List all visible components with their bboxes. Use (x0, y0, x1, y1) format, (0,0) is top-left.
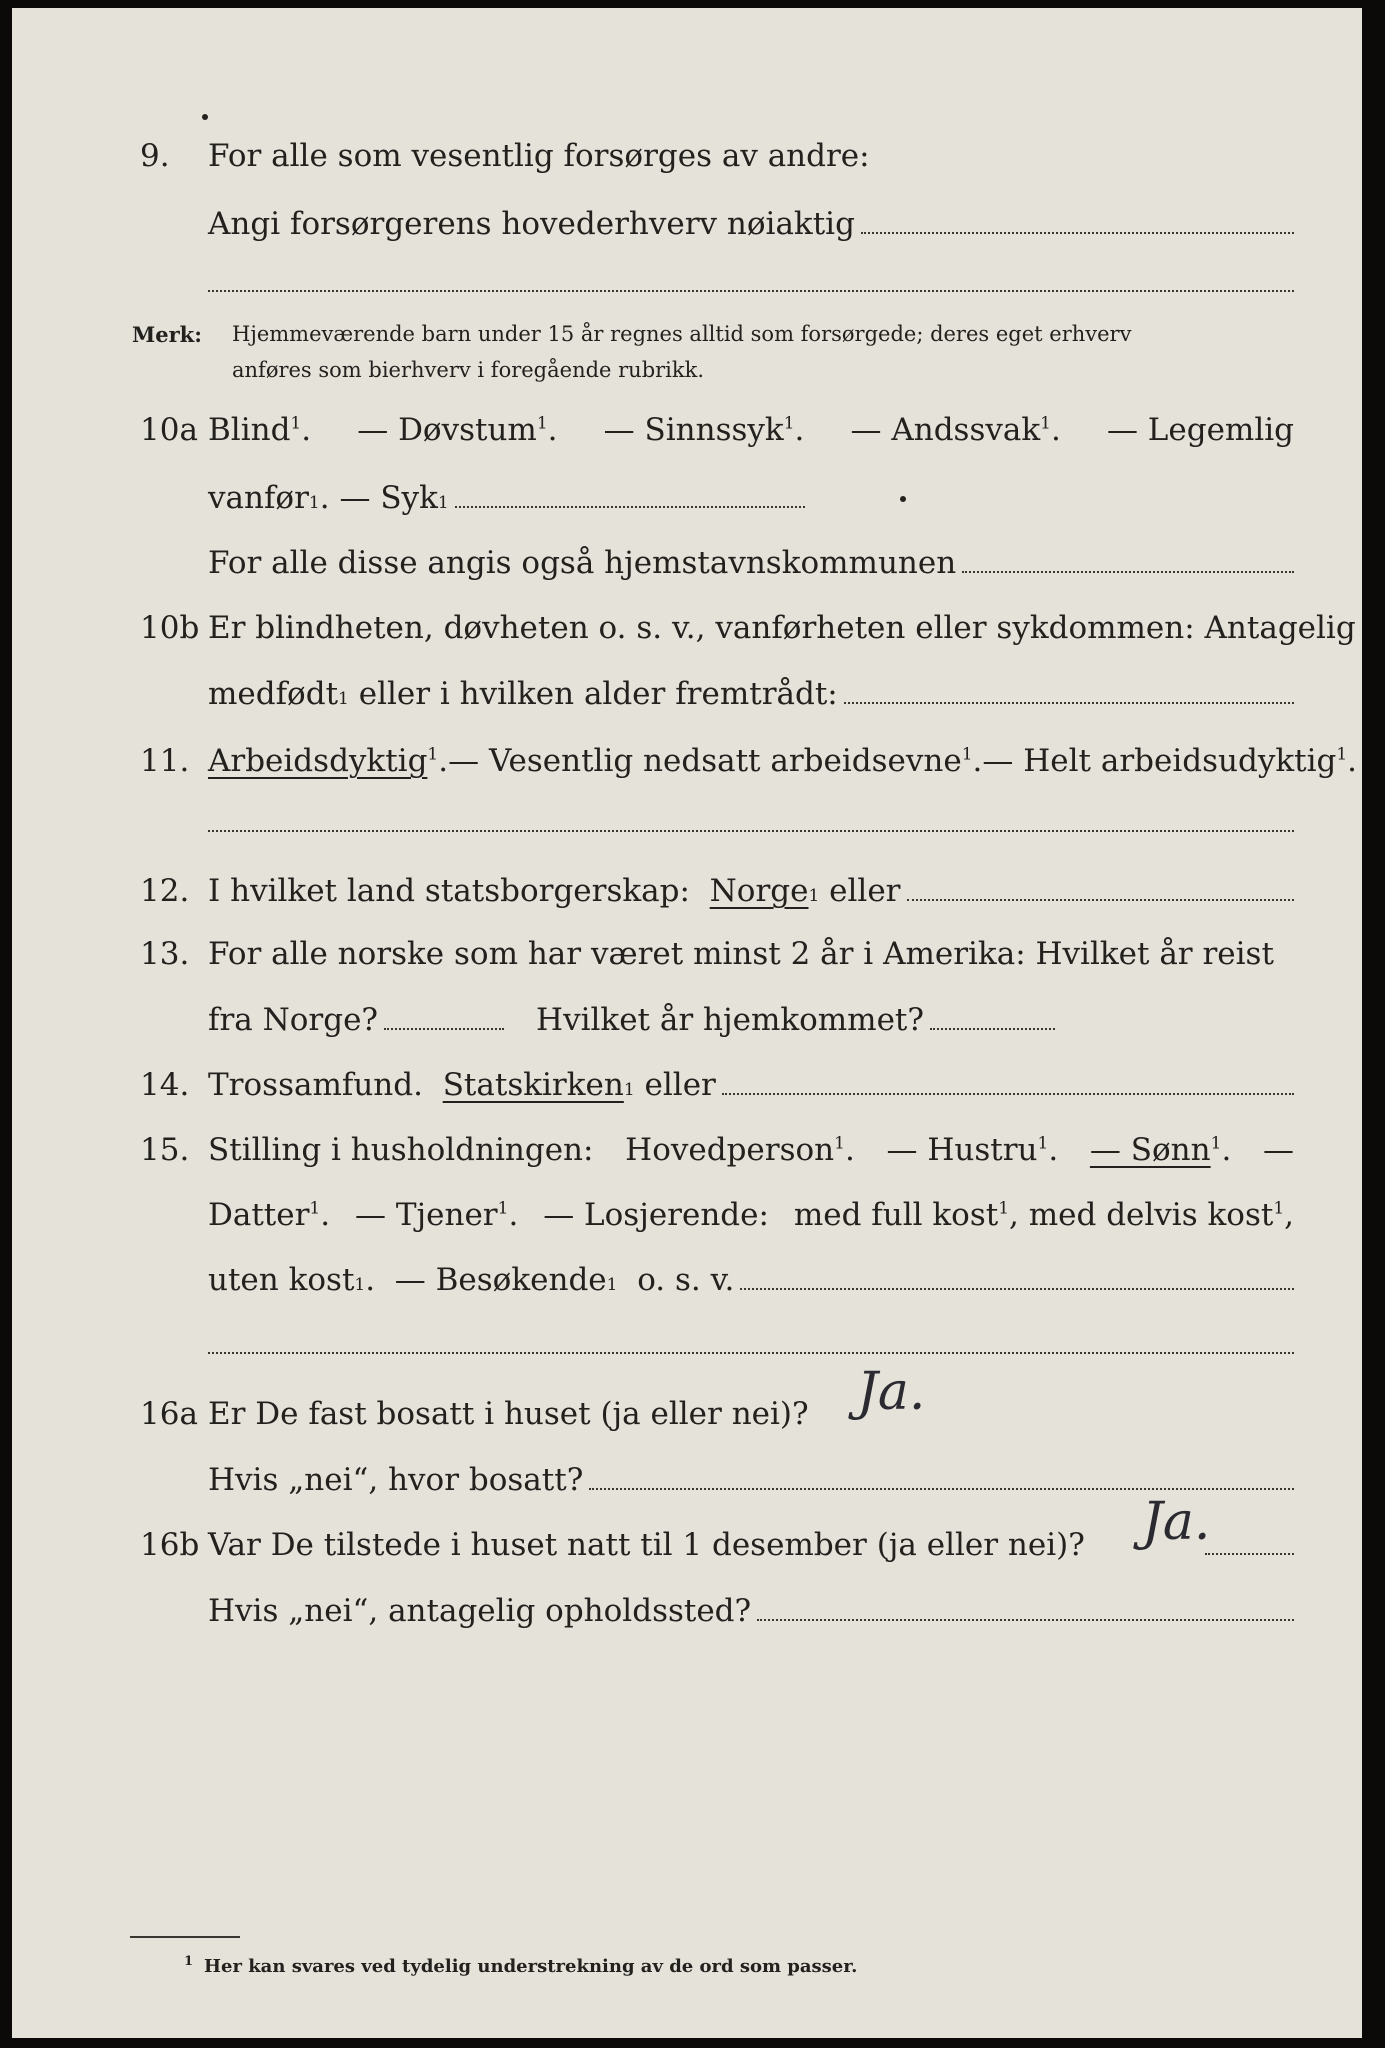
footnote-rule (130, 1936, 240, 1938)
question-number: 14. (140, 1067, 190, 1103)
footnote-ref: 1 (834, 1133, 845, 1154)
option-hovedperson[interactable]: Hovedperson (625, 1132, 835, 1168)
answer-line[interactable] (208, 290, 1294, 292)
question-text: eller (644, 1067, 716, 1103)
option-blind[interactable]: Blind (208, 412, 291, 448)
question-text: o. s. v. (637, 1262, 735, 1298)
option-norge-selected[interactable]: Norge (709, 873, 809, 909)
ink-speck (202, 114, 208, 120)
footnote-ref: 1 (783, 413, 795, 434)
option-hustru[interactable]: — Hustru (886, 1132, 1038, 1168)
footnote-ref: 1 (427, 744, 439, 765)
answer-line[interactable] (962, 570, 1294, 573)
question-number: 13. (140, 936, 190, 972)
question-text: Stilling i husholdningen: (208, 1132, 594, 1168)
question-text: For alle som vesentlig forsørges av andre: (208, 138, 870, 174)
question-number: 10b (140, 610, 200, 646)
option-medfodt[interactable]: medfødt (208, 676, 339, 712)
option-statskirken-selected[interactable]: Statskirken (442, 1067, 624, 1103)
option-sonn-selected[interactable]: — Sønn (1089, 1132, 1211, 1168)
answer-line[interactable] (384, 1027, 504, 1030)
question-text: fra Norge? (208, 1002, 379, 1038)
comma: , (1284, 1197, 1294, 1233)
question-text: eller (829, 873, 901, 909)
question-number: 11. (140, 743, 190, 779)
option-vanfor[interactable]: vanfør (208, 480, 309, 516)
footnote-ref: 1 (290, 413, 302, 434)
option-legemlig[interactable]: — Legemlig (1106, 412, 1294, 448)
answer-line[interactable] (861, 231, 1294, 234)
footnote-ref: 1 (497, 1198, 509, 1219)
option-tjener[interactable]: — Tjener (355, 1197, 498, 1233)
question-text: Angi forsørgerens hovederhverv nøiaktig (208, 206, 855, 242)
option-arbeidsdyktig-selected[interactable]: Arbeidsdyktig (208, 743, 428, 779)
option-nedsatt-arbeidsevne[interactable]: — Vesentlig nedsatt arbeidsevne (448, 743, 962, 779)
option-sinnssyk[interactable]: — Sinnssyk (603, 412, 784, 448)
option-syk[interactable]: — Syk (339, 480, 438, 516)
answer-line[interactable] (740, 1287, 1294, 1290)
question-number: 10a (140, 412, 198, 448)
answer-line[interactable] (208, 830, 1294, 832)
answer-line[interactable] (589, 1487, 1294, 1490)
answer-line[interactable] (907, 898, 1295, 901)
question-text: Hvilket år hjemkommet? (536, 1002, 925, 1038)
dash: — (1263, 1132, 1294, 1168)
footnote-ref: 1 (1210, 1133, 1222, 1154)
footnote-text: Her kan svares ved tydelig understrekning av de ord som passer. (204, 1956, 858, 1977)
census-form-page: 9. For alle som vesentlig forsørges av andre: Angi forsørgerens hovederhverv nøiaktig Merk: Hjemmeværende barn under 15 år regnes alltid som forsørgede; deres eget erhverv anføres som bierhverv i foregående rubrikk. 10a Blind$^1$. — Døvstum$^1$. — Sinnssyk$^1$. — Andssvak$^1$. — Legemlig vanfør 1 . — Syk 1 For alle disse angis også hjemstavnskommunen 10b Er blindheten, døvheten o. s. v., vanførheten eller sykdommen: Antagelig medfødt 1 eller i hvilken alder fremtrådt: 11. Arbeidsdyktig$^1$. — Vesentlig nedsatt arbeidsevne$^1$. — Helt arbeidsudyktig$^1$. 12. I hvilket land statsborgerskap: Norge 1 eller 13. For alle norske som har været minst 2 år i Amerika: Hvilket år reist fra Norge? Hvilket år hjemkommet? 14. Trossamfund. Statskirken 1 eller 15. Stilling i husholdningen: Hovedperson$^1$. — Hustru$^1$. — Sønn$^1$. — Datter$^1$. — Tjener$^1$. — Losjerende: med full kost$^1$, med delvis kost$^1$, uten kost 1 . — Besøkende 1 o. s. v. 16a Er De fast bosatt i huset (ja eller nei)? Ja. Hvis „nei“, hvor bosatt? 16b Var De tilstede i huset natt til 1 desember (ja eller nei)? Ja. Hvis „nei“, antagelig opholdssted? 1 Her kan svares ved tydelig understrekning av de ord som passer. (12, 8, 1362, 2038)
question-text: Var De tilstede i huset natt til 1 desember (ja eller nei)? (208, 1527, 1085, 1563)
handwritten-answer-16b: Ja. (1142, 1492, 1211, 1552)
question-text: For alle disse angis også hjemstavnskommunen (208, 545, 957, 581)
footnote-ref: 1 (998, 1198, 1010, 1219)
question-text: For alle norske som har været minst 2 år i Amerika: Hvilket år reist (208, 936, 1274, 972)
note-text-line-2: anføres som bierhverv i foregående rubrikk. (232, 358, 705, 382)
option-datter[interactable]: Datter (208, 1197, 310, 1233)
handwritten-answer-16a: Ja. (857, 1362, 926, 1422)
question-number: 12. (140, 873, 190, 909)
option-full-kost[interactable]: med full kost (793, 1197, 999, 1233)
footnote-ref: 1 (1273, 1198, 1285, 1219)
ink-speck (900, 496, 906, 502)
question-text: Trossamfund. (208, 1067, 423, 1103)
footnote-ref: 1 (309, 1198, 321, 1219)
question-number: 9. (140, 138, 170, 174)
answer-line[interactable] (757, 1618, 1294, 1621)
option-losjerende: — Losjerende: (543, 1197, 769, 1233)
question-number: 16a (140, 1396, 198, 1432)
answer-line[interactable] (930, 1027, 1055, 1030)
note-label: Merk: (132, 322, 202, 347)
option-uten-kost[interactable]: uten kost (208, 1262, 355, 1298)
question-text: Hvis „nei“, antagelig opholdssted? (208, 1593, 752, 1629)
footnote-ref: 1 (961, 744, 973, 765)
footnote-ref: 1 (1336, 744, 1348, 765)
option-delvis-kost[interactable]: , med delvis kost (1009, 1197, 1274, 1233)
answer-line[interactable] (722, 1092, 1294, 1095)
answer-line[interactable] (844, 701, 1294, 704)
option-besokende[interactable]: — Besøkende (394, 1262, 607, 1298)
footnote-ref: 1 (536, 413, 548, 434)
note-text-line-1: Hjemmeværende barn under 15 år regnes alltid som forsørgede; deres eget erhverv (232, 322, 1132, 346)
question-text: Er blindheten, døvheten o. s. v., vanførheten eller sykdommen: Antagelig (208, 610, 1356, 646)
option-arbeidsudyktig[interactable]: — Helt arbeidsudyktig (982, 743, 1337, 779)
answer-line[interactable] (208, 1352, 1294, 1354)
question-number: 15. (140, 1132, 190, 1168)
answer-line[interactable] (455, 505, 805, 508)
question-text: I hvilket land statsborgerskap: (208, 873, 690, 909)
question-text: Hvis „nei“, hvor bosatt? (208, 1462, 584, 1498)
question-text: eller i hvilken alder fremtrådt: (358, 676, 838, 712)
question-text: Er De fast bosatt i huset (ja eller nei)? (208, 1396, 809, 1432)
option-dovstum[interactable]: — Døvstum (357, 412, 537, 448)
option-andssvak[interactable]: — Andssvak (850, 412, 1041, 448)
footnote-ref: 1 (1037, 1133, 1049, 1154)
footnote-ref: 1 (1040, 413, 1051, 434)
answer-line[interactable] (1205, 1552, 1294, 1555)
question-number: 16b (140, 1527, 200, 1563)
